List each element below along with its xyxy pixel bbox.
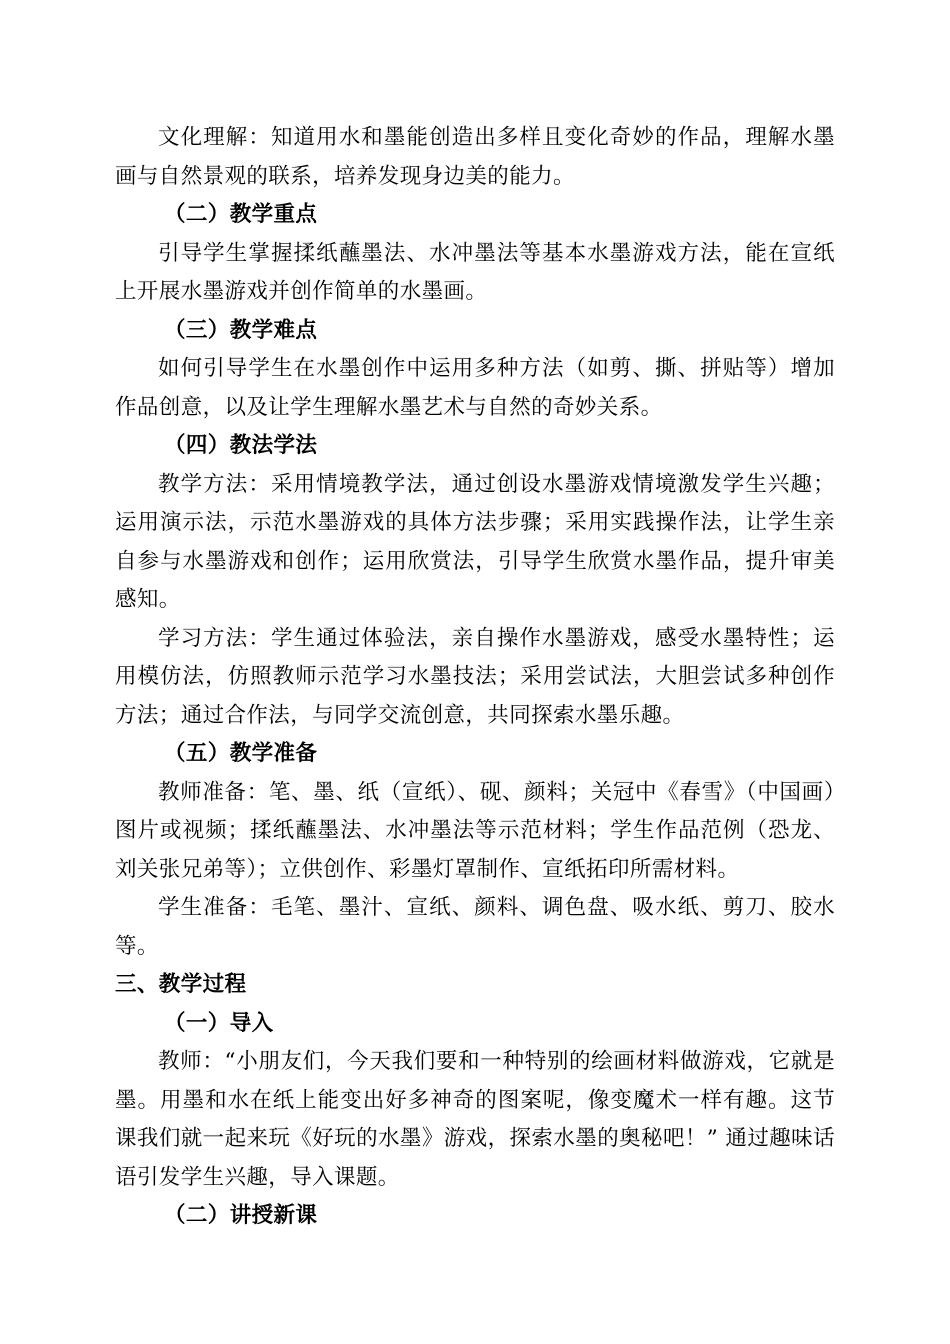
paragraph-culture-understanding: 文化理解：知道用水和墨能创造出多样且变化奇妙的作品，理解水墨画与自然景观的联系，培养发现身边美的能力。: [115, 125, 835, 189]
paragraph-teaching-focus: 引导学生掌握揉纸蘸墨法、水冲墨法等基本水墨游戏方法，能在宣纸上开展水墨游戏并创作简单的水墨画。: [115, 240, 835, 304]
document-page: [115, 119, 835, 1236]
paragraph-teacher-preparation: 教师准备：笔、墨、纸（宣纸）、砚、颜料；关冠中《春雪》（中国画）图片或视频；揉纸蘸墨法、水冲墨法等示范材料；学生作品范例（恐龙、刘关张兄弟等）；立供创作、彩墨灯罩制作、宣纸拓印所需材料。: [115, 779, 835, 882]
heading-teaching-focus: （二）教学重点: [164, 202, 318, 227]
paragraph-teaching-method: 教学方法：采用情境教学法，通过创设水墨游戏情境激发学生兴趣；运用演示法，示范水墨游戏的具体方法步骤；采用实践操作法，让学生亲自参与水墨游戏和创作；运用欣赏法，引导学生欣赏水墨作品，提升审美感知。: [115, 471, 835, 612]
paragraph-student-preparation: 学生准备：毛笔、墨汁、宣纸、颜料、调色盘、吸水纸、剪刀、胶水等。: [115, 895, 835, 959]
heading-introduction: （一）导入: [164, 1010, 274, 1036]
heading-teaching-preparation: （五）教学准备: [164, 741, 318, 766]
heading-teaching-difficulty: （三）教学难点: [164, 317, 318, 343]
heading-teaching-methods: （四）教法学法: [164, 433, 318, 458]
paragraph-learning-method: 学习方法：学生通过体验法，亲自操作水墨游戏，感受水墨特性；运用模仿法，仿照教师示范学习水墨技法；采用尝试法，大胆尝试多种创作方法；通过合作法，与同学交流创意，共同探索水墨乐趣。: [115, 625, 835, 728]
paragraph-introduction: 教师：“小朋友们，今天我们要和一种特别的绘画材料做游戏，它就是墨。用墨和水在纸上能变出好多神奇的图案呢，像变魔术一样有趣。这节课我们就一起来玩《好玩的水墨》游戏，探索水墨的奥秘吧！” 通过趣味话语引发学生兴趣，导入课题。: [115, 1049, 835, 1190]
heading-new-lesson: （二）讲授新课: [164, 1203, 318, 1228]
paragraph-teaching-difficulty: 如何引导学生在水墨创作中运用多种方法（如剪、撕、拼贴等）增加作品创意，以及让学生理解水墨艺术与自然的奇妙关系。: [115, 356, 835, 420]
heading-teaching-process: 三、教学过程: [115, 972, 247, 997]
